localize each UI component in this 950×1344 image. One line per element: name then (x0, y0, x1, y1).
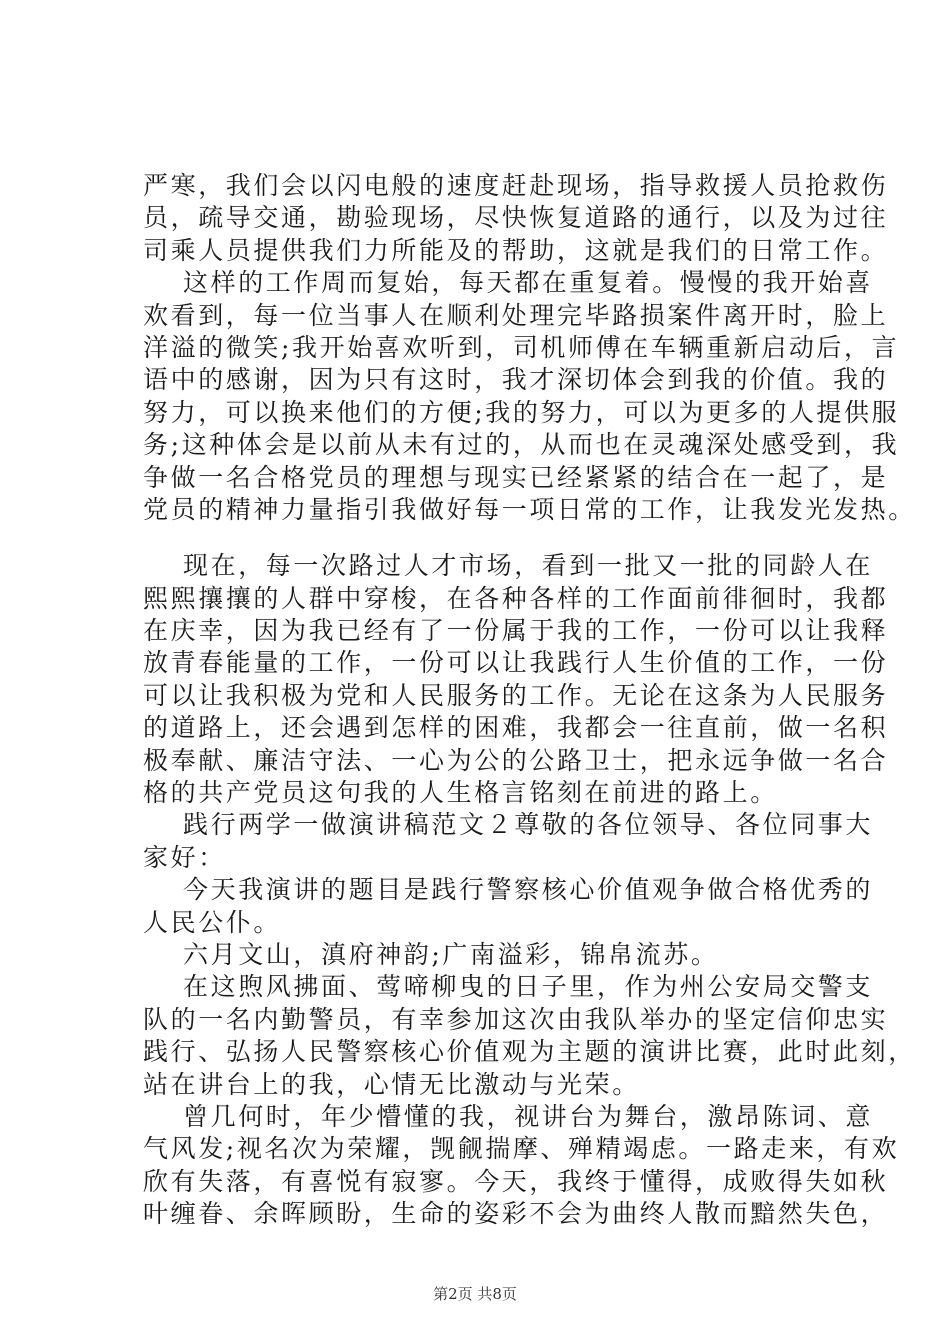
text-line: 党员的精神力量指引我做好每一项日常的工作，让我发光发热。 (143, 494, 916, 524)
text-line: 语中的感谢，因为只有这时，我才深切体会到我的价值。我的 (143, 365, 889, 395)
text-line: 站在讲台上的我，心情无比激动与光荣。 (143, 1069, 640, 1099)
text-line: 家好： (143, 842, 226, 872)
text-line: 这样的工作周而复始，每天都在重复着。慢慢的我开始喜 (183, 268, 874, 298)
text-line: 人民公仆。 (143, 907, 282, 937)
text-line: 曾几何时，年少懵懂的我，视讲台为舞台，激昂陈词、意 (183, 1101, 874, 1131)
text-line: 六月文山，滇府神韵;广南溢彩，锦帛流苏。 (183, 939, 719, 969)
text-line: 在这煦风拂面、莺啼柳曳的日子里，作为州公安局交警支 (183, 972, 874, 1002)
paragraph-gap (143, 526, 843, 550)
text-line: 气风发;视名次为荣耀，觊觎揣摩、殚精竭虑。一路走来，有欢 (143, 1134, 900, 1164)
text-line: 践行、弘扬人民警察核心价值观为主题的演讲比赛，此时此刻， (143, 1037, 916, 1067)
page-number-footer: 第2页 共8页 (433, 1285, 517, 1303)
text-line: 现在，每一次路过人才市场，看到一批又一批的同龄人在 (183, 551, 874, 581)
document-body (143, 170, 916, 1231)
text-line: 极奉献、廉洁守法、一心为公的公路卫士，把永远争做一名合 (143, 745, 889, 775)
text-line: 今天我演讲的题目是践行警察核心价值观争做合格优秀的 (183, 875, 874, 905)
text-line: 的道路上，还会遇到怎样的困难，我都会一往直前，做一名积 (143, 713, 889, 743)
text-line: 洋溢的微笑;我开始喜欢听到，司机师傅在车辆重新启动后，言 (143, 332, 900, 362)
text-line: 欢看到，每一位当事人在顺利处理完毕路损案件离开时，脸上 (143, 300, 889, 330)
text-line: 欣有失落，有喜悦有寂寥。今天，我终于懂得，成败得失如秋 (143, 1166, 889, 1196)
text-line: 熙熙攘攘的人群中穿梭，在各种各样的工作面前徘徊时，我都 (143, 583, 889, 613)
text-line: 在庆幸，因为我已经有了一份属于我的工作，一份可以让我释 (143, 616, 889, 646)
text-line: 可以让我积极为党和人民服务的工作。无论在这条为人民服务 (143, 680, 889, 710)
text-line: 放青春能量的工作，一份可以让我践行人生价值的工作，一份 (143, 648, 889, 678)
text-line: 司乘人员提供我们力所能及的帮助，这就是我们的日常工作。 (143, 235, 889, 265)
text-line: 格的共产党员这句我的人生格言铭刻在前进的路上。 (143, 778, 778, 808)
text-line: 员，疏导交通，勘验现场，尽快恢复道路的通行，以及为过往 (143, 203, 889, 233)
text-line: 队的一名内勤警员，有幸参加这次由我队举办的坚定信仰忠实 (143, 1004, 889, 1034)
text-line: 严寒，我们会以闪电般的速度赶赴现场，指导救援人员抢救伤 (143, 171, 889, 200)
text-line: 争做一名合格党员的理想与现实已经紧紧的结合在一起了，是 (143, 462, 889, 492)
text-line: 践行两学一做演讲稿范文２尊敬的各位领导、各位同事大 (183, 810, 874, 840)
text-line: 叶缠眷、余晖顾盼，生命的姿彩不会为曲终人散而黯然失色， (143, 1199, 889, 1229)
text-line: 努力，可以换来他们的方便;我的努力，可以为更多的人提供服 (143, 397, 900, 427)
text-line: 务;这种体会是以前从未有过的，从而也在灵魂深处感受到，我 (143, 430, 900, 460)
